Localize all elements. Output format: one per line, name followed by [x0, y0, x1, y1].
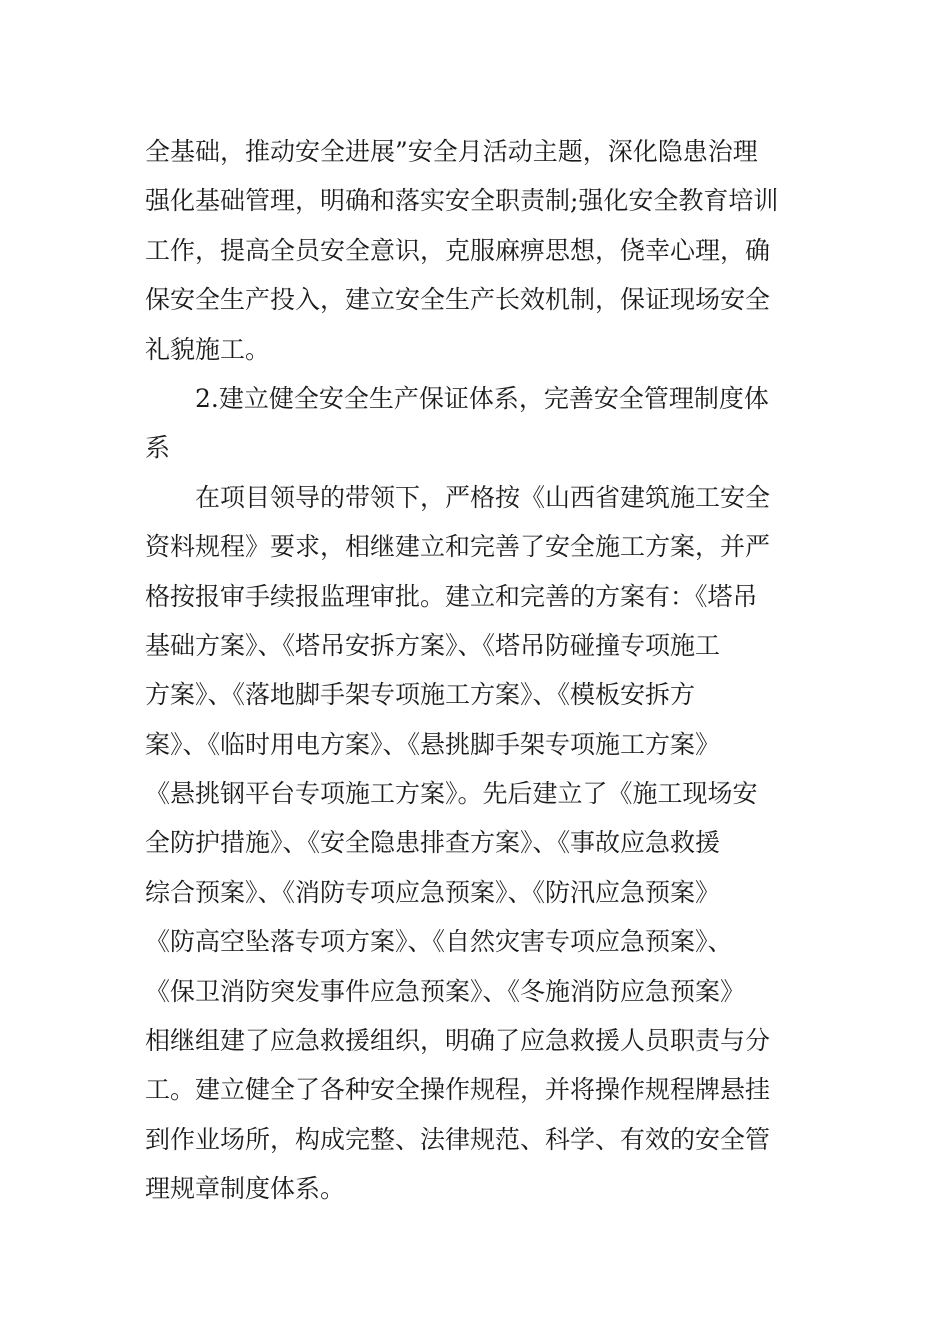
text-line: 相继组建了应急救援组织，明确了应急救援人员职责与分: [145, 1026, 771, 1056]
text-line: 基础方案》、《塔吊安拆方案》、《塔吊防碰撞专项施工: [145, 630, 721, 660]
text-line: 格按报审手续报监理审批。建立和完善的方案有：《塔吊: [145, 581, 758, 611]
text-line: 全防护措施》、《安全隐患排查方案》、《事故应急救援: [145, 828, 721, 858]
text-line: 全基础，推动安全进展”安全月活动主题，深化隐患治理: [145, 137, 758, 166]
text-line: 理规章制度体系。: [145, 1174, 346, 1204]
text-line: 综合预案》、《消防专项应急预案》、《防汛应急预案》: [145, 877, 721, 907]
text-line: 工。建立健全了各种安全操作规程，并将操作规程牌悬挂: [145, 1075, 771, 1105]
body-text: [145, 127, 845, 1214]
text-line: 《防高空坠落专项方案》、《自然灾害专项应急预案》、: [145, 927, 733, 957]
text-line: 到作业场所，构成完整、法律规范、科学、有效的安全管: [145, 1124, 771, 1154]
text-line: 在项目领导的带领下，严格按《山西省建筑施工安全: [195, 482, 771, 512]
section-heading: 2.建立健全安全生产保证体系，完善安全管理制度体: [195, 383, 769, 413]
section-heading-continuation: 系: [145, 433, 171, 463]
text-line: 工作，提高全员安全意识，克服麻痹思想，侥幸心理，确: [145, 235, 771, 265]
text-line: 方案》、《落地脚手架专项施工方案》、《模板安拆方: [145, 680, 696, 710]
text-line: 礼貌施工。: [145, 334, 271, 364]
text-line: 《悬挑钢平台专项施工方案》。先后建立了《施工现场安: [145, 779, 758, 809]
text-line: 强化基础管理，明确和落实安全职责制;强化安全教育培训: [145, 186, 779, 216]
text-line: 保安全生产投入，建立安全生产长效机制，保证现场安全: [145, 285, 771, 315]
text-line: 《保卫消防突发事件应急预案》、《冬施消防应急预案》: [145, 976, 746, 1006]
text-line: 资料规程》要求，相继建立和完善了安全施工方案，并严: [145, 532, 771, 562]
text-line: 案》、《临时用电方案》、《悬挑脚手架专项施工方案》: [145, 729, 721, 759]
